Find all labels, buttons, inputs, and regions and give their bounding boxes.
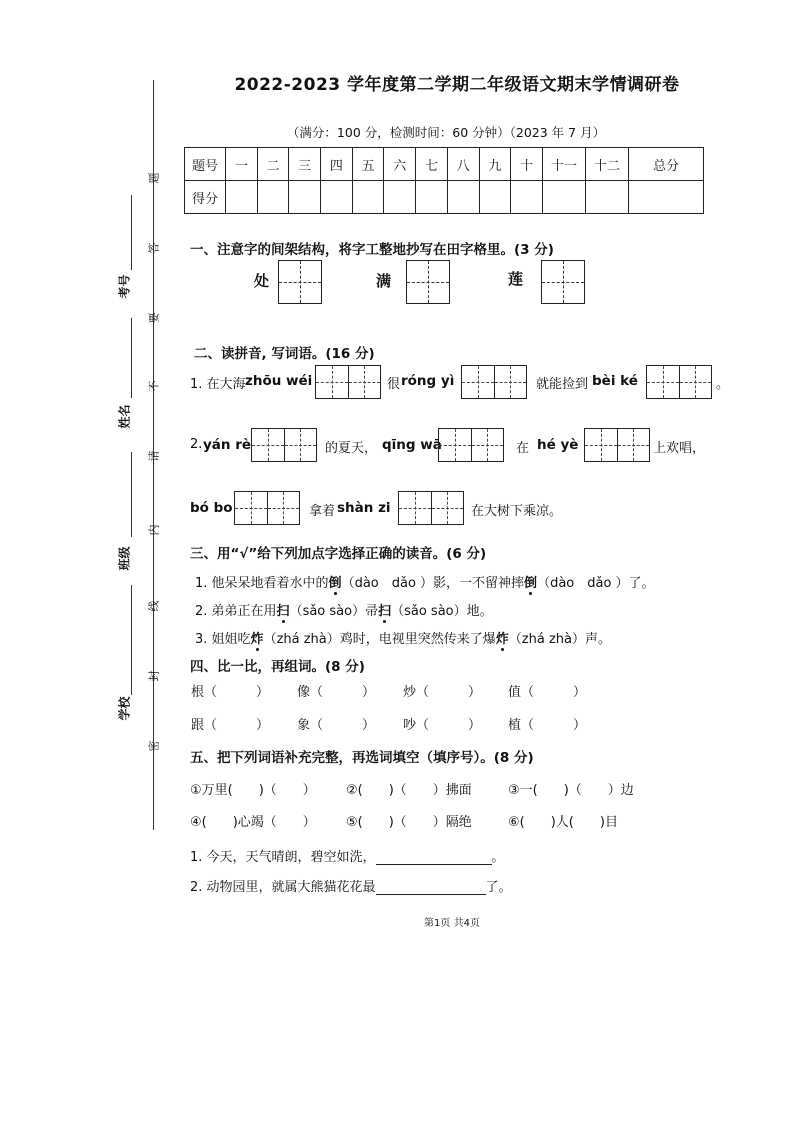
q5-idiom[interactable]: ⑤( )（ ）隔绝	[346, 815, 472, 830]
warning-char: 密	[147, 740, 161, 752]
q5-idiom[interactable]: ③一( )（ ）边	[508, 783, 634, 798]
xingming-blank-line	[131, 318, 132, 398]
score-input-cell[interactable]	[257, 181, 289, 214]
q3-line-2	[195, 600, 493, 619]
q2-s2-text-d: 上欢唱，	[653, 441, 706, 456]
q3-l1-option-2[interactable]: （dào dǎo ）了。	[537, 576, 655, 591]
q2-s1-text-a: 1. 在大海	[190, 377, 246, 392]
score-table	[184, 147, 704, 214]
q5-sentence-1	[190, 846, 505, 865]
warning-char: 线	[147, 600, 161, 612]
answer-blank[interactable]	[376, 850, 492, 865]
q4-item[interactable]: 吵（ ）	[403, 718, 482, 733]
binding-label-kaohao: 考号	[117, 274, 132, 299]
q5-idiom[interactable]: ④( )心竭（ ）	[190, 815, 316, 830]
q4-item[interactable]: 炒（ ）	[403, 685, 482, 700]
q3-l3-a: 3. 姐姐吃	[195, 632, 251, 647]
q1-char-3: 莲	[508, 270, 524, 288]
table-cell: 六	[384, 148, 416, 181]
q2-s2-text-c: 在	[516, 441, 530, 456]
xuexiao-blank-line	[131, 585, 132, 695]
q2-s3-pinyin-1: bó bo	[190, 500, 233, 516]
q5-s2-end: 了。	[485, 880, 512, 895]
table-cell: 总分	[629, 148, 704, 181]
word-write-box[interactable]	[584, 428, 650, 462]
q4-item[interactable]: 植（ ）	[508, 718, 587, 733]
table-cell: 题号	[185, 148, 226, 181]
word-write-box[interactable]	[251, 428, 317, 462]
warning-char: 内	[147, 524, 161, 536]
binding-label-banji: 班级	[117, 546, 132, 571]
warning-char: 请	[147, 450, 161, 462]
page-number: 第1页 共4页	[424, 918, 480, 929]
q3-l1-option-1[interactable]: （dào dǎo ）影，一不留神摔	[341, 576, 525, 591]
q5-idiom[interactable]: ②( )（ ）拂面	[346, 783, 472, 798]
score-input-cell[interactable]	[511, 181, 543, 214]
q3-l3-option-1[interactable]: （zhá zhà）鸡时，电视里突然传来了爆	[263, 632, 496, 647]
q2-s2-text-a: 2.	[190, 437, 203, 452]
score-table-score-row	[185, 181, 704, 214]
word-write-box[interactable]	[315, 365, 381, 399]
q4-item[interactable]: 根（ ）	[191, 685, 270, 700]
warning-char: 封	[147, 670, 161, 682]
table-cell: 一	[226, 148, 258, 181]
q5-heading: 五、把下列词语补充完整，再选词填空（填序号）。(8 分)	[190, 750, 534, 766]
q2-s1-text-b: 很	[387, 377, 401, 392]
table-cell: 九	[479, 148, 511, 181]
q2-s2-pinyin-2: qīng wā	[382, 437, 442, 453]
q3-l1-a: 1. 他呆呆地看着水中的	[195, 576, 329, 591]
table-cell: 三	[289, 148, 321, 181]
answer-blank[interactable]	[376, 880, 486, 895]
q2-s2-pinyin-1: yán rè	[203, 437, 252, 453]
banji-blank-line	[131, 452, 132, 537]
q2-heading: 二、读拼音, 写词语。(16 分)	[194, 346, 375, 362]
q4-item[interactable]: 值（ ）	[508, 685, 587, 700]
q3-l2-a: 2. 弟弟正在用	[195, 604, 277, 619]
binding-label-xuexiao: 学校	[117, 696, 132, 721]
q3-l2-option-1[interactable]: （sǎo sào）帚	[289, 604, 379, 619]
q4-item[interactable]: 像（ ）	[297, 685, 376, 700]
table-cell: 得分	[185, 181, 226, 214]
q4-heading: 四、比一比，再组词。(8 分)	[190, 659, 365, 675]
score-input-cell[interactable]	[416, 181, 448, 214]
q3-heading: 三、用“√”给下列加点字选择正确的读音。(6 分)	[190, 546, 487, 562]
dotted-char: 扫	[277, 600, 290, 619]
q2-s1-pinyin-1: zhōu wéi	[245, 373, 313, 389]
warning-char: 要	[147, 312, 161, 324]
q2-s1-pinyin-2: róng yì	[401, 373, 455, 389]
score-input-cell[interactable]	[321, 181, 353, 214]
exam-title: 2022-2023 学年度第二学期二年级语文期末学情调研卷	[234, 75, 680, 95]
table-cell: 十一	[543, 148, 586, 181]
table-cell: 十	[511, 148, 543, 181]
q3-l2-option-2[interactable]: （sǎo sào）地。	[391, 604, 493, 619]
q2-s1-text-c: 就能捡到	[536, 377, 589, 392]
word-write-box[interactable]	[398, 491, 464, 525]
score-input-cell[interactable]	[384, 181, 416, 214]
dotted-char: 倒	[524, 572, 537, 591]
word-write-box[interactable]	[461, 365, 527, 399]
q2-s3-text-b: 拿着	[309, 504, 336, 519]
q3-line-1	[195, 572, 655, 591]
table-cell: 二	[257, 148, 289, 181]
q2-s2-pinyin-3: hé yè	[537, 437, 579, 453]
dotted-char: 炸	[251, 628, 264, 647]
q5-s2-text: 2. 动物园里，就属大熊猫花花最	[190, 880, 376, 895]
q2-s3-pinyin-2: shàn zi	[337, 500, 391, 516]
dotted-char: 倒	[329, 572, 342, 591]
table-cell: 五	[352, 148, 384, 181]
q4-item[interactable]: 跟（ ）	[191, 718, 270, 733]
q2-s1-pinyin-3: bèi ké	[592, 373, 638, 389]
score-input-cell[interactable]	[352, 181, 384, 214]
q5-s1-end: 。	[491, 850, 505, 865]
table-cell: 八	[447, 148, 479, 181]
dotted-char: 扫	[378, 600, 391, 619]
score-table-header-row	[185, 148, 704, 181]
table-cell: 十二	[586, 148, 629, 181]
q5-idiom[interactable]: ①万里( )（ ）	[190, 783, 316, 798]
dotted-char: 炸	[496, 628, 509, 647]
kaohao-blank-line	[131, 195, 132, 270]
q2-s2-text-b: 的夏天，	[325, 441, 378, 456]
q1-char-1: 处	[254, 272, 270, 290]
score-input-cell[interactable]	[226, 181, 258, 214]
q2-s3-text-c: 在大树下乘凉。	[471, 504, 563, 519]
q3-l3-option-2[interactable]: （zhá zhà）声。	[508, 632, 611, 647]
q1-char-2: 满	[376, 272, 392, 290]
score-input-cell[interactable]	[479, 181, 511, 214]
score-input-cell[interactable]	[289, 181, 321, 214]
exam-subtitle: （满分：100 分，检测时间：60 分钟）（2023 年 7 月）	[286, 125, 606, 140]
tianzige-box[interactable]	[278, 260, 322, 304]
warning-char: 不	[147, 380, 161, 392]
table-cell: 四	[321, 148, 353, 181]
word-write-box[interactable]	[438, 428, 504, 462]
q3-line-3	[195, 628, 611, 647]
warning-char: 题	[147, 172, 161, 184]
score-input-cell[interactable]	[586, 181, 629, 214]
tianzige-box[interactable]	[406, 260, 450, 304]
warning-char: 答	[147, 242, 161, 254]
table-cell: 七	[416, 148, 448, 181]
q2-s1-text-d: 。	[716, 377, 730, 392]
q1-heading: 一、注意字的间架结构，将字工整地抄写在田字格里。(3 分)	[190, 242, 554, 258]
score-input-cell[interactable]	[629, 181, 704, 214]
q5-sentence-2	[190, 876, 512, 895]
score-input-cell[interactable]	[543, 181, 586, 214]
tianzige-box[interactable]	[541, 260, 585, 304]
word-write-box[interactable]	[646, 365, 712, 399]
word-write-box[interactable]	[234, 491, 300, 525]
q5-idiom[interactable]: ⑥( )人( )目	[508, 815, 618, 830]
q5-s1-text: 1. 今天，天气晴朗，碧空如洗，	[190, 850, 376, 865]
score-input-cell[interactable]	[447, 181, 479, 214]
q4-item[interactable]: 象（ ）	[297, 718, 376, 733]
binding-label-xingming: 姓名	[117, 404, 132, 429]
